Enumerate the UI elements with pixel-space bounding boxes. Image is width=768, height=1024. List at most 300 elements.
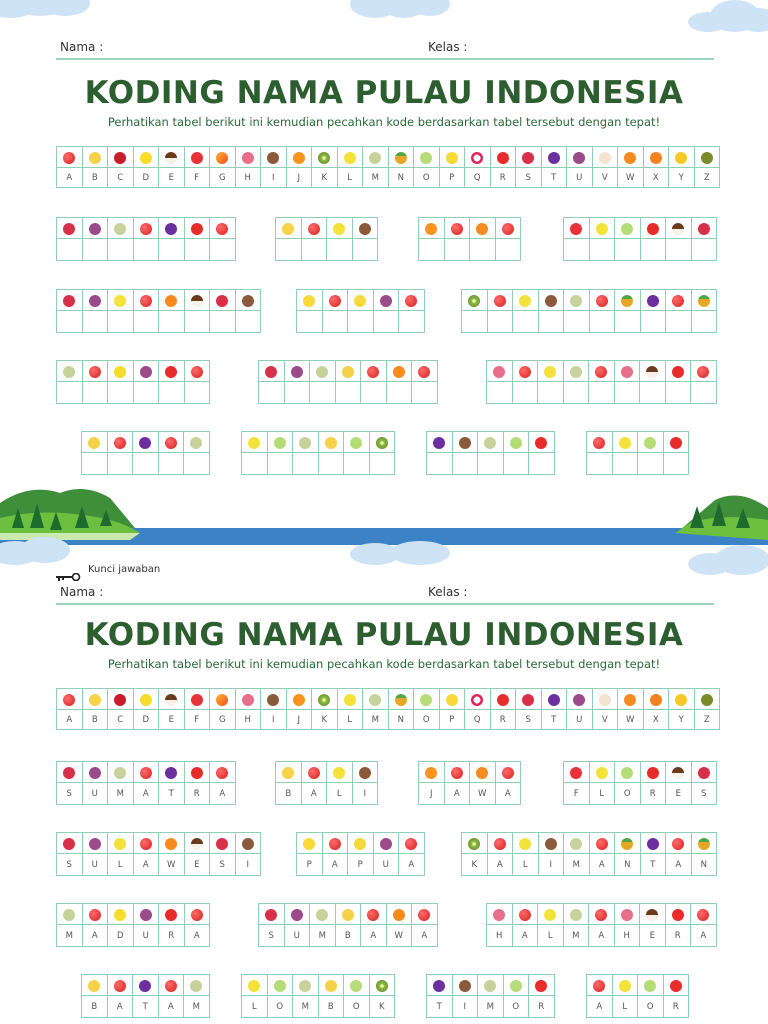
- answer-letter: A: [666, 854, 692, 876]
- fruit-cell: [618, 689, 644, 710]
- fruit-cell: [107, 432, 133, 453]
- fruit-cell: [386, 361, 412, 382]
- answer-blank[interactable]: [587, 453, 613, 475]
- answer-blank[interactable]: [276, 239, 302, 261]
- red-apple-icon: [191, 767, 203, 779]
- legend-letter: K: [312, 168, 338, 188]
- fruit-cell: [538, 290, 564, 311]
- yellow-lemon-icon: [544, 366, 556, 378]
- fruit-cell: [495, 218, 521, 239]
- apple-icon: [191, 909, 203, 921]
- answer-table: [486, 903, 717, 947]
- apple-icon: [418, 909, 430, 921]
- fruit-cell: [694, 689, 720, 710]
- fruit-cell: [310, 904, 336, 925]
- answer-blank[interactable]: [638, 453, 664, 475]
- instructions: Perhatikan tabel berikut ini kemudian pecahkan kode berdasarkan tabel tersebut dengan tepat!: [107, 657, 661, 671]
- legend-letter: M: [363, 168, 389, 188]
- yellow-lemon-icon: [333, 223, 345, 235]
- answer-blank[interactable]: [184, 239, 210, 261]
- berry-icon: [522, 694, 534, 706]
- answer-letter: D: [108, 925, 134, 947]
- apple-icon: [308, 223, 320, 235]
- fruit-cell: [513, 833, 539, 854]
- fruit-cell: [159, 218, 185, 239]
- answer-letter: A: [322, 854, 348, 876]
- answer-blank[interactable]: [589, 382, 615, 404]
- puzzle-table: [258, 360, 438, 404]
- answer-letter: W: [159, 854, 185, 876]
- answer-letter: L: [327, 783, 353, 805]
- fruit-cell: [337, 689, 363, 710]
- answer-blank[interactable]: [184, 311, 210, 333]
- berry-icon: [63, 838, 75, 850]
- fruit-cell: [615, 290, 641, 311]
- sweet-potato-icon: [140, 366, 152, 378]
- fruit-cell: [640, 762, 666, 783]
- legend-letter: M: [363, 710, 389, 730]
- answer-blank[interactable]: [495, 239, 521, 261]
- answer-letter: A: [133, 783, 159, 805]
- answer-blank[interactable]: [82, 382, 108, 404]
- apple-icon: [451, 767, 463, 779]
- fruit-cell: [352, 218, 378, 239]
- answer-letter: P: [297, 854, 323, 876]
- answer-letter: W: [386, 925, 412, 947]
- legend-letter: W: [618, 168, 644, 188]
- fruit-cell: [452, 432, 478, 453]
- melon-icon: [299, 437, 311, 449]
- orange-icon: [293, 694, 305, 706]
- legend-letter: D: [133, 168, 159, 188]
- answer-blank[interactable]: [512, 382, 538, 404]
- pumpkin-icon: [165, 838, 177, 850]
- melon-icon: [114, 223, 126, 235]
- answer-blank[interactable]: [666, 311, 692, 333]
- melon-icon: [316, 909, 328, 921]
- legend-letter: Z: [694, 168, 720, 188]
- fruit-cell: [538, 833, 564, 854]
- answer-blank[interactable]: [503, 453, 529, 475]
- answer-blank[interactable]: [665, 382, 691, 404]
- answer-letter: R: [159, 925, 185, 947]
- fruit-cell: [388, 147, 414, 168]
- berry-icon: [216, 838, 228, 850]
- fruit-cell: [108, 904, 134, 925]
- fruit-cell: [210, 833, 236, 854]
- eggplant-icon: [165, 767, 177, 779]
- fruit-cell: [399, 290, 425, 311]
- melon-icon: [63, 366, 75, 378]
- fruit-cell: [301, 218, 327, 239]
- starfruit-slice-icon: [420, 694, 432, 706]
- legend-letter: B: [82, 168, 108, 188]
- answer-blank[interactable]: [640, 239, 666, 261]
- answer-letter: A: [133, 854, 159, 876]
- star-fruit-icon: [88, 980, 100, 992]
- answer-blank[interactable]: [589, 239, 615, 261]
- answer-letter: A: [691, 925, 717, 947]
- answer-letter: I: [352, 783, 378, 805]
- kiwi-icon: [376, 437, 388, 449]
- pumpkin-icon: [393, 909, 405, 921]
- red-apple-icon: [672, 909, 684, 921]
- answer-blank[interactable]: [478, 453, 504, 475]
- fruit-cell: [348, 290, 374, 311]
- strawberry-icon: [570, 767, 582, 779]
- apple-icon: [165, 980, 177, 992]
- answer-blank[interactable]: [640, 382, 666, 404]
- apple-icon: [519, 366, 531, 378]
- answer-letter: A: [158, 996, 184, 1018]
- puzzle-table: [296, 289, 425, 333]
- fruit-cell: [210, 290, 236, 311]
- apple-icon: [593, 980, 605, 992]
- apple-icon: [502, 223, 514, 235]
- fruit-cell: [159, 833, 185, 854]
- legend-letter: P: [439, 168, 465, 188]
- answer-blank[interactable]: [159, 239, 185, 261]
- legend-letter: B: [82, 710, 108, 730]
- answer-blank[interactable]: [538, 382, 564, 404]
- fruit-cell: [541, 147, 567, 168]
- answer-blank[interactable]: [470, 239, 496, 261]
- fruit-cell: [284, 361, 310, 382]
- fruit-cell: [159, 762, 185, 783]
- answer-table: [258, 903, 438, 947]
- answer-blank[interactable]: [159, 382, 185, 404]
- answer-blank[interactable]: [427, 453, 453, 475]
- fruit-cell: [297, 290, 323, 311]
- answer-letter: U: [284, 925, 310, 947]
- answer-blank[interactable]: [82, 311, 108, 333]
- answer-blank[interactable]: [691, 239, 717, 261]
- answer-blank[interactable]: [691, 382, 717, 404]
- fruit-cell: [563, 904, 589, 925]
- answer-blank[interactable]: [57, 239, 83, 261]
- answer-blank[interactable]: [108, 239, 134, 261]
- cloud-decoration: [0, 0, 90, 20]
- fruit-cell: [529, 432, 555, 453]
- fruit-cell: [82, 147, 108, 168]
- lemon-icon: [140, 694, 152, 706]
- fruit-cell: [286, 689, 312, 710]
- answer-letter: A: [587, 996, 613, 1018]
- answer-blank[interactable]: [452, 453, 478, 475]
- answer-blank[interactable]: [462, 311, 488, 333]
- answer-letter: R: [663, 996, 689, 1018]
- fruit-cell: [108, 833, 134, 854]
- answer-blank[interactable]: [640, 311, 666, 333]
- answer-blank[interactable]: [563, 382, 589, 404]
- fruit-cell: [184, 762, 210, 783]
- fruit-cell: [210, 762, 236, 783]
- fruit-cell: [184, 290, 210, 311]
- fruit-cell: [184, 904, 210, 925]
- answer-blank[interactable]: [369, 453, 395, 475]
- answer-letter: R: [184, 783, 210, 805]
- answer-blank[interactable]: [513, 311, 539, 333]
- apple-icon: [672, 295, 684, 307]
- answer-blank[interactable]: [399, 311, 425, 333]
- answer-blank[interactable]: [158, 453, 184, 475]
- answer-blank[interactable]: [107, 453, 133, 475]
- banana-icon: [446, 694, 458, 706]
- answer-blank[interactable]: [82, 453, 108, 475]
- answer-blank[interactable]: [310, 382, 336, 404]
- fruit-cell: [82, 975, 108, 996]
- answer-blank[interactable]: [444, 239, 470, 261]
- answer-blank[interactable]: [133, 382, 159, 404]
- eggplant-icon: [139, 437, 151, 449]
- answer-blank[interactable]: [133, 239, 159, 261]
- legend-letter: T: [541, 710, 567, 730]
- answer-table: [426, 974, 555, 1018]
- answer-blank[interactable]: [318, 453, 344, 475]
- legend-letter: K: [312, 710, 338, 730]
- answer-blank[interactable]: [327, 239, 353, 261]
- answer-letter: S: [210, 854, 236, 876]
- fruit-cell: [82, 833, 108, 854]
- answer-blank[interactable]: [691, 311, 717, 333]
- star-fruit-icon: [282, 767, 294, 779]
- answer-table: [296, 832, 425, 876]
- berry-icon: [63, 295, 75, 307]
- apple-icon: [596, 838, 608, 850]
- answer-blank[interactable]: [210, 311, 236, 333]
- answer-blank[interactable]: [184, 382, 210, 404]
- answer-blank[interactable]: [589, 311, 615, 333]
- answer-letter: M: [57, 925, 83, 947]
- fruit-cell: [612, 432, 638, 453]
- fruit-cell: [276, 218, 302, 239]
- fruit-cell: [643, 689, 669, 710]
- answer-blank[interactable]: [159, 311, 185, 333]
- lemon-icon: [114, 909, 126, 921]
- banana-icon: [303, 838, 315, 850]
- answer-blank[interactable]: [487, 311, 513, 333]
- fruit-cell: [57, 904, 83, 925]
- fruit-cell: [399, 833, 425, 854]
- answer-table: [56, 903, 210, 947]
- answer-blank[interactable]: [344, 453, 370, 475]
- answer-blank[interactable]: [242, 453, 268, 475]
- fruit-cell: [158, 432, 184, 453]
- fruit-cell: [322, 833, 348, 854]
- answer-blank[interactable]: [564, 311, 590, 333]
- legend-table: [56, 688, 720, 730]
- key-icon: [56, 566, 82, 574]
- melon-icon: [570, 295, 582, 307]
- answer-blank[interactable]: [57, 311, 83, 333]
- puzzle-table: [461, 289, 717, 333]
- answer-blank[interactable]: [184, 453, 210, 475]
- answer-blank[interactable]: [297, 311, 323, 333]
- answer-blank[interactable]: [133, 311, 159, 333]
- carrot-icon: [650, 694, 662, 706]
- answer-blank[interactable]: [348, 311, 374, 333]
- fruit-cell: [158, 975, 184, 996]
- answer-blank[interactable]: [322, 311, 348, 333]
- answer-letter: A: [210, 783, 236, 805]
- answer-blank[interactable]: [82, 239, 108, 261]
- legend-letter: W: [618, 710, 644, 730]
- answer-letter: R: [640, 783, 666, 805]
- answer-blank[interactable]: [259, 382, 285, 404]
- fruit-cell: [414, 147, 440, 168]
- answer-blank[interactable]: [615, 311, 641, 333]
- yellow-lemon-icon: [333, 767, 345, 779]
- sweet-potato-icon: [380, 838, 392, 850]
- kelas-label: Kelas :: [428, 585, 468, 599]
- answer-letter: H: [487, 925, 513, 947]
- apple-icon: [367, 366, 379, 378]
- fruit-cell: [335, 361, 361, 382]
- answer-blank[interactable]: [293, 453, 319, 475]
- apple-icon: [140, 295, 152, 307]
- apple-icon: [595, 366, 607, 378]
- fruit-cell: [452, 975, 478, 996]
- red-apple-icon: [497, 694, 509, 706]
- apple-icon: [140, 223, 152, 235]
- fruit-cell: [210, 147, 236, 168]
- fruit-cell: [133, 762, 159, 783]
- yellow-lemon-icon: [114, 838, 126, 850]
- fruit-cell: [592, 147, 618, 168]
- legend-letter: S: [516, 168, 542, 188]
- olive-icon: [701, 152, 713, 164]
- answer-blank[interactable]: [284, 382, 310, 404]
- legend-letter: G: [210, 710, 236, 730]
- pineapple-icon: [621, 295, 633, 307]
- mango-icon: [216, 694, 228, 706]
- cherry-icon: [114, 694, 126, 706]
- answer-blank[interactable]: [373, 311, 399, 333]
- fruit-cell: [567, 147, 593, 168]
- starfruit-slice-icon: [274, 980, 286, 992]
- answer-blank[interactable]: [612, 453, 638, 475]
- answer-blank[interactable]: [361, 382, 387, 404]
- answer-blank[interactable]: [267, 453, 293, 475]
- answer-blank[interactable]: [529, 453, 555, 475]
- fruit-cell: [344, 432, 370, 453]
- fruit-cell: [587, 432, 613, 453]
- answer-blank[interactable]: [615, 239, 641, 261]
- fruit-cell: [640, 218, 666, 239]
- legend-letter: Z: [694, 710, 720, 730]
- answer-blank[interactable]: [352, 239, 378, 261]
- rambutan-icon: [493, 366, 505, 378]
- apple-icon: [451, 223, 463, 235]
- fruit-cell: [261, 147, 287, 168]
- sweet-potato-icon: [291, 366, 303, 378]
- answer-letter: M: [293, 996, 319, 1018]
- fruit-cell: [352, 762, 378, 783]
- answer-blank[interactable]: [412, 382, 438, 404]
- answer-letter: A: [512, 925, 538, 947]
- fruit-cell: [462, 833, 488, 854]
- yellow-lemon-icon: [248, 980, 260, 992]
- fruit-cell: [589, 218, 615, 239]
- name-class-bar: [56, 585, 714, 605]
- answer-table: [81, 974, 210, 1018]
- answer-blank[interactable]: [386, 382, 412, 404]
- yellow-lemon-icon: [544, 909, 556, 921]
- answer-blank[interactable]: [614, 382, 640, 404]
- answer-table: [241, 974, 395, 1018]
- corn-icon: [675, 152, 687, 164]
- fruit-cell: [107, 975, 133, 996]
- sweet-potato-icon: [89, 223, 101, 235]
- answer-blank[interactable]: [666, 239, 692, 261]
- nama-label: Nama :: [60, 40, 104, 54]
- answer-letter: A: [444, 783, 470, 805]
- fruit-cell: [312, 689, 338, 710]
- answer-blank[interactable]: [210, 239, 236, 261]
- answer-letter: M: [564, 854, 590, 876]
- answer-blank[interactable]: [57, 382, 83, 404]
- apple-icon: [63, 152, 75, 164]
- fruit-cell: [82, 432, 108, 453]
- answer-blank[interactable]: [108, 382, 134, 404]
- fruit-cell: [487, 904, 513, 925]
- puzzle-table: [241, 431, 395, 475]
- answer-table: [586, 974, 689, 1018]
- answer-blank[interactable]: [663, 453, 689, 475]
- answer-letter: T: [133, 996, 159, 1018]
- fruit-cell: [512, 904, 538, 925]
- legend-letter: C: [108, 168, 134, 188]
- melon-icon: [369, 152, 381, 164]
- rambutan-icon: [621, 366, 633, 378]
- answer-letter: B: [335, 925, 361, 947]
- answer-blank[interactable]: [301, 239, 327, 261]
- answer-blank[interactable]: [487, 382, 513, 404]
- apple-icon: [308, 767, 320, 779]
- answer-letter: A: [487, 854, 513, 876]
- fruit-cell: [344, 975, 370, 996]
- legend-letter: Y: [669, 710, 695, 730]
- answer-letter: B: [318, 996, 344, 1018]
- answer-letter: M: [478, 996, 504, 1018]
- puzzle-table: [486, 360, 717, 404]
- berry-icon: [265, 909, 277, 921]
- mangosteen-icon: [646, 366, 658, 378]
- melon-icon: [114, 767, 126, 779]
- fruit-cell: [108, 361, 134, 382]
- fruit-cell: [503, 432, 529, 453]
- answer-letter: R: [665, 925, 691, 947]
- fruit-cell: [427, 975, 453, 996]
- kelas-label: Kelas :: [428, 40, 468, 54]
- fruit-cell: [159, 147, 185, 168]
- strawberry-icon: [191, 152, 203, 164]
- fruit-cell: [612, 975, 638, 996]
- answer-blank[interactable]: [235, 311, 261, 333]
- kiwi-icon: [376, 980, 388, 992]
- answer-key-label: Kunci jawaban: [88, 564, 161, 575]
- rambutan-icon: [242, 152, 254, 164]
- fruit-cell: [133, 689, 159, 710]
- fruit-cell: [286, 147, 312, 168]
- answer-blank[interactable]: [564, 239, 590, 261]
- red-apple-icon: [535, 437, 547, 449]
- answer-blank[interactable]: [538, 311, 564, 333]
- answer-blank[interactable]: [419, 239, 445, 261]
- answer-blank[interactable]: [335, 382, 361, 404]
- answer-blank[interactable]: [133, 453, 159, 475]
- answer-blank[interactable]: [108, 311, 134, 333]
